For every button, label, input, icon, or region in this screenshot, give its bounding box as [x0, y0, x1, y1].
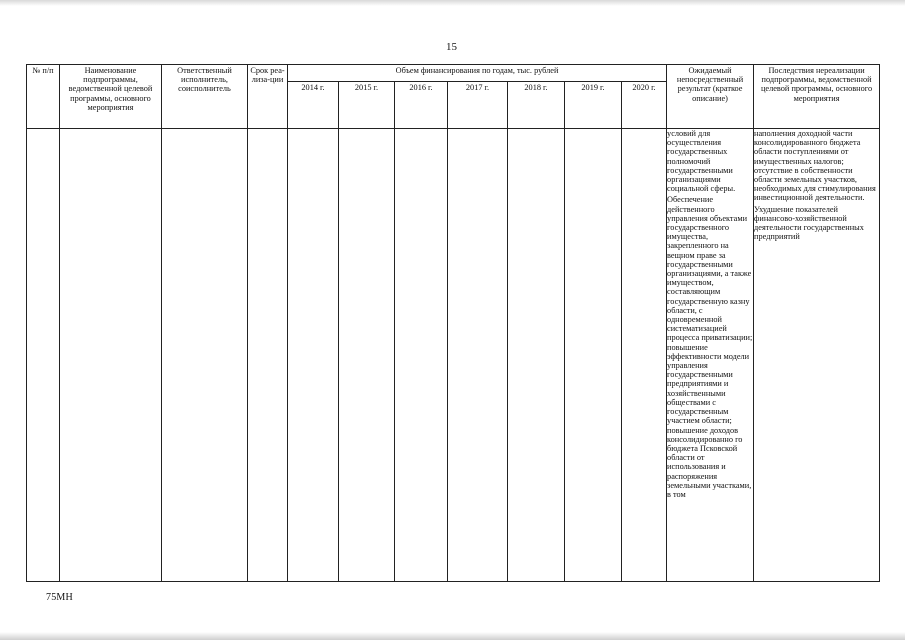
scan-edge-top [0, 0, 905, 6]
table-header-row-top [27, 65, 880, 82]
cell-2017 [448, 129, 508, 582]
header-year-2015: 2015 г. [339, 82, 395, 129]
table-row [27, 129, 880, 582]
header-funding: Объем финансирования по годам, тыс. рублей [288, 65, 667, 82]
cell-2015 [339, 129, 395, 582]
cell-expected-result [667, 129, 754, 582]
cell-2014 [288, 129, 339, 582]
cell-2019 [565, 129, 622, 582]
cell-executor [162, 129, 248, 582]
header-year-2020: 2020 г. [622, 82, 667, 129]
cell-2016 [395, 129, 448, 582]
funding-table [26, 64, 880, 582]
consequence-paragraph: наполнения доходной части консолидированного бюджета области поступлениями от имущественных налогов; отсутствие в собственности области земельных участков, необходимых для стимулирования инвестиционной деятельности. [754, 129, 876, 203]
header-program-name: Наименование подпрограммы, ведомственной целевой программы, основного мероприятия [60, 65, 162, 129]
cell-consequences [754, 129, 880, 582]
consequence-paragraph: Ухудшение показателей финансово-хозяйственной деятельности государственных предприятий [754, 204, 864, 242]
header-num: № п/п [27, 65, 60, 129]
result-paragraph: условий для осуществления государственных полномочий государственными организациями социальной сферы. [667, 129, 736, 194]
cell-term [248, 129, 288, 582]
cell-program-name [60, 129, 162, 582]
header-year-2016: 2016 г. [395, 82, 448, 129]
header-consequences: Последствия нереализации подпрограммы, ведомственной целевой программы, основного мероприятия [754, 65, 880, 129]
scan-edge-bottom [0, 632, 905, 640]
cell-2018 [508, 129, 565, 582]
header-year-2019: 2019 г. [565, 82, 622, 129]
cell-2020 [622, 129, 667, 582]
cell-num [27, 129, 60, 582]
header-year-2014: 2014 г. [288, 82, 339, 129]
header-executor: Ответственный исполнитель, соисполнитель [162, 65, 248, 129]
header-year-2018: 2018 г. [508, 82, 565, 129]
header-year-2017: 2017 г. [448, 82, 508, 129]
result-paragraph: Обеспечение действенного управления объектами государственного имущества, закрепленного на вещном праве за государственными организациями, а также имуществом, составляющим государственную казну области, с одновременной систематизацией процесса приватизации; повышение эффективности модели управления государственными предприятиями и хозяйственными обществами с государственным участием области; повышение доходов консолидированно го бюджета Псковской области от использования и распоряжения земельными участками, в том [667, 195, 753, 499]
page-number: 15 [446, 41, 457, 53]
header-term: Срок реа-лиза-ции [248, 65, 288, 129]
footer-code: 75МН [46, 592, 73, 603]
header-expected-result: Ожидаемый непосредственный результат (краткое описание) [667, 65, 754, 129]
